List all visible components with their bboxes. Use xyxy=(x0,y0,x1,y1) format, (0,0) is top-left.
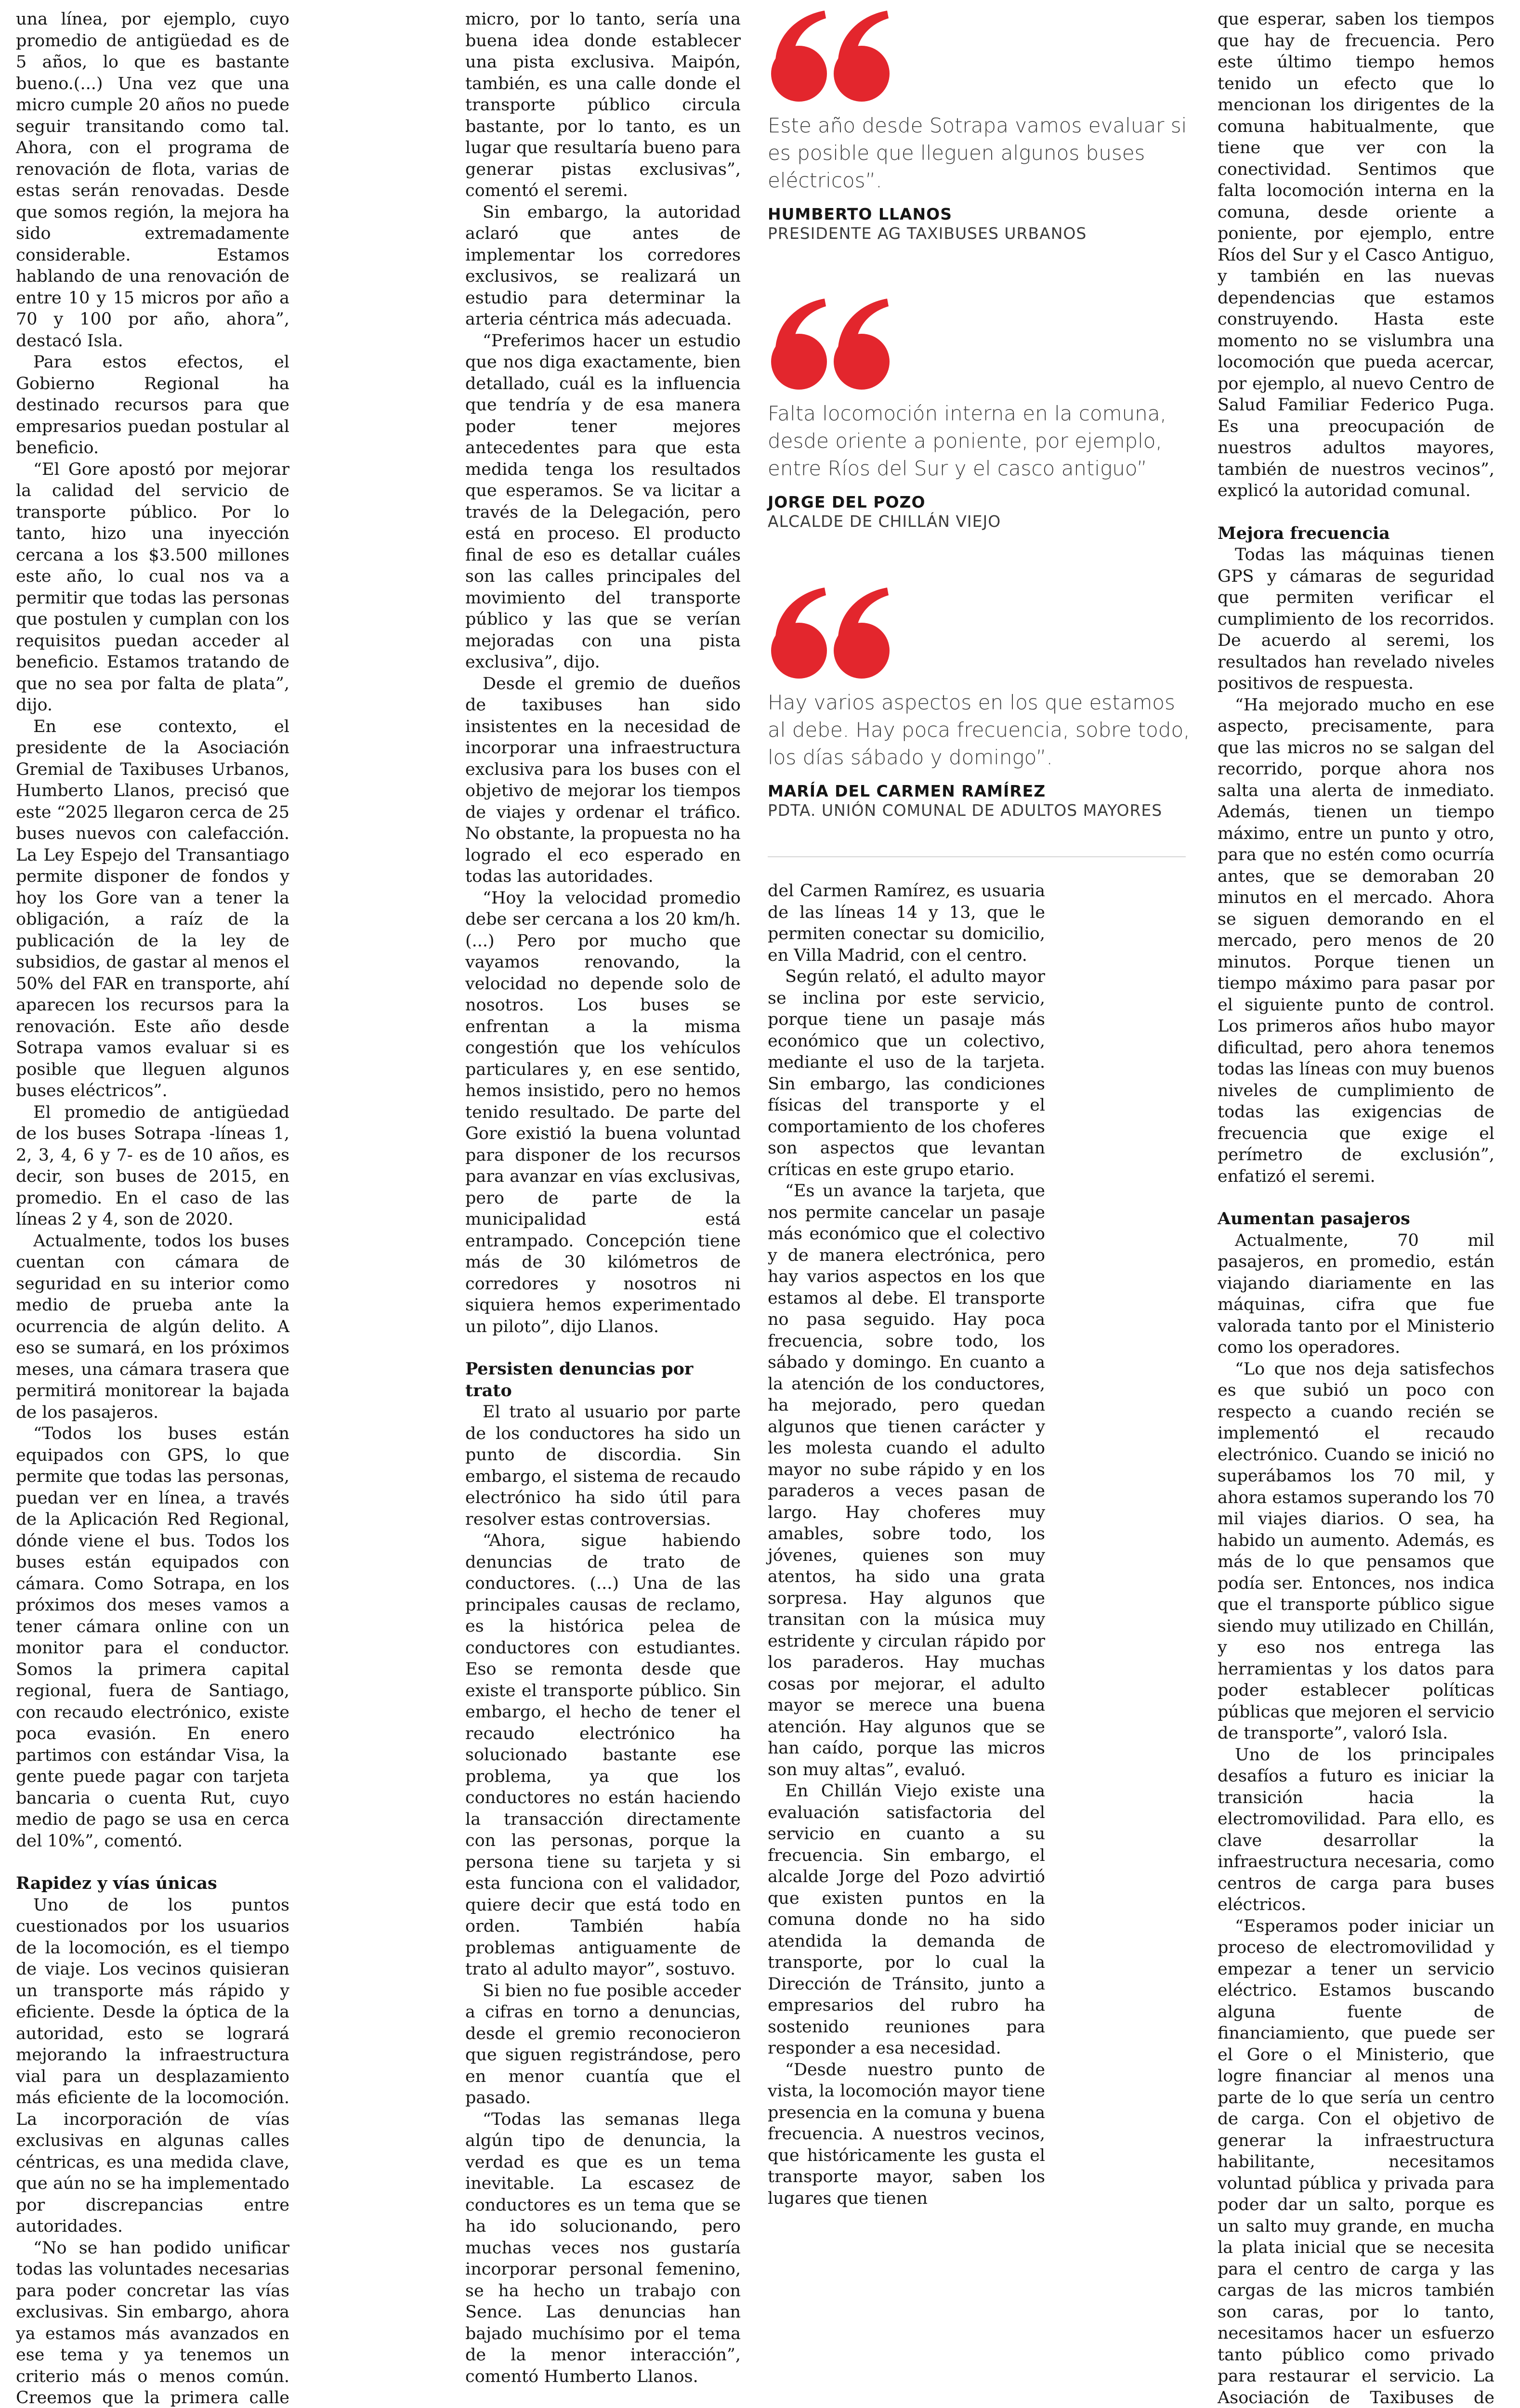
paragraph: “Esperamos poder iniciar un proceso de electromovilidad y empezar a tener un servicio eléctrico. Estamos buscando alguna fuente de financiamiento, que puede ser el Gore o el Ministerio, que logre financiar al menos una parte de lo que sería un centro de carga. Con el objetivo de generar la infraestructura habilitante, necesitamos voluntad pública y privada para poder dar un salto, porque es un salto muy grande, en mucha la plata inicial que se necesita para el centro de carga y las cargas de las micros también son caras, por lo tanto, necesitamos hacer un esfuerzo tanto público como privado para restaurar el servicio. La Asociación de Taxibuses de xyxy=(1218,1916,1494,2408)
paragraph: “Es un avance la tarjeta, que nos permite cancelar un pasaje más económico que el colectivo y de manera electrónica, pero hay varios aspectos en los que estamos al debe. El transporte no pasa seguido. Hay poca frecuencia, sobre todo, los sábado y domingo. En cuanto a la atención de los conductores, ha mejorado, pero quedan algunos que tienen carácter y les molesta cuando el adulto mayor no sube rápido y en los paraderos a veces pasan de largo. Hay choferes muy amables, sobre todo, los jóvenes, quienes son muy atentos, ha sido una grata sorpresa. Hay algunos que transitan con la música muy estridente y circulan rápido por los paraderos. Hay muchas cosas por mejorar, el adulto mayor se merece una buena atención. Hay algunos que se han caído, porque las micros son muy altas”, evaluó. xyxy=(768,1180,1045,1780)
paragraph: “Preferimos hacer un estudio que nos diga exactamente, bien detallado, cuál es la influencia que tendría y de esa manera poder tener mejores antecedentes para que esta medida tenga los resultados que esperamos. Se va licitar a través de la Delegación, pero está en proceso. El producto final de eso es detallar cuáles son las calles principales del movimiento del transporte público y las que se verían mejoradas con una pista exclusiva”, dijo. xyxy=(465,330,741,673)
paragraph: del Carmen Ramírez, es usuaria de las líneas 14 y 13, que le permiten conectar su domicilio, en Villa Madrid, con el centro. xyxy=(768,880,1045,966)
quote-author-role: ALCALDE DE CHILLÁN VIEJO xyxy=(768,512,1192,531)
paragraph: Desde el gremio de dueños de taxibuses han sido insistentes en la necesidad de incorporar una infraestructura exclusiva para los buses con el objetivo de mejorar los tiempos de viajes y ordenar el tráfico. No obstante, la propuesta no ha logrado el eco esperado en todas las autoridades. xyxy=(465,673,741,888)
paragraph: Uno de los principales desafíos a futuro es iniciar la transición hacia la electromovilidad. Para ello, es clave desarrollar la infraestructura necesaria, como centros de carga para buses eléctricos. xyxy=(1218,1744,1494,1916)
paragraph: Para estos efectos, el Gobierno Regional ha destinado recursos para que empresarios puedan postular al beneficio. xyxy=(16,352,289,459)
quote-author-role: PRESIDENTE AG TAXIBUSES URBANOS xyxy=(768,224,1192,243)
paragraph: “Ahora, sigue habiendo denuncias de trato de conductores. (...) Una de las principales causas de reclamo, es la histórica pelea de conductores con estudiantes. Eso se remonta desde que existe el transporte público. Sin embargo, el hecho de tener el recaudo electrónico ha solucionado bastante ese problema, ya que los conductores no están haciendo la transacción directamente con las personas, porque la persona tiene su tarjeta y si esta funciona con el validador, quiere decir que está todo en orden. También había problemas antiguamente de trato al adulto mayor”, sostuvo. xyxy=(465,1530,741,1980)
paragraph: Uno de los puntos cuestionados por los usuarios de la locomoción, es el tiempo de viaje. Los vecinos quisieran un transporte más rápido y eficiente. Desde la óptica de la autoridad, esto se logrará mejorando la infraestructura vial para un desplazamiento más eficiente de la locomoción. La incorporación de vías exclusivas en algunas calles céntricas, es una medida clave, que aún no se ha implementado por discrepancias entre autoridades. xyxy=(16,1895,289,2238)
paragraph: “El Gore apostó por mejorar la calidad del servicio de transporte público. Por lo tanto, hizo una inyección cercana a los $3.500 millones este año, lo cual nos va a permitir que todas las personas que postulen y cumplan con los requisitos puedan acceder al beneficio. Estamos tratando de que no sea por falta de plata”, dijo. xyxy=(16,459,289,716)
paragraph: “Lo que nos deja satisfechos es que subió un poco con respecto a cuando recién se implementó el recaudo electrónico. Cuando se inició no superábamos los 70 mil, y ahora estamos superando los 70 mil viajes diarios. O sea, ha habido un aumento. Además, es más de lo que pensamos que podía ser. Entonces, nos indica que el transporte público sigue siendo muy utilizado en Chillán, y eso nos entrega las herramientas y los datos para poder establecer políticas públicas que mejoren el servicio de transporte”, valoró Isla. xyxy=(1218,1359,1494,1744)
quote-mark-icon xyxy=(768,297,894,393)
pull-quote xyxy=(768,586,1192,820)
paragraph: “Todas las semanas llega algún tipo de denuncia, la verdad es que es un tema inevitable. La escasez de conductores es un tema que se ha ido solucionando, pero muchas veces nos gustaría incorporar personal femenino, se ha hecho un trabajo con Sence. Las denuncias han bajado muchísimo por el tema de la menor interacción”, comentó Humberto Llanos. xyxy=(465,2109,741,2388)
paragraph: una línea, por ejemplo, cuyo promedio de antigüedad es de 5 años, lo que es bastante bueno.(...) Una vez que una micro cumple 20 años no puede seguir transitando como tal. Ahora, con el programa de renovación de flota, varias de estas serán renovadas. Desde que somos región, la mejora ha sido extremadamente considerable. Estamos hablando de una renovación de entre 10 y 15 micros por año a 70 y 100 por año, ahora”, destacó Isla. xyxy=(16,9,289,352)
paragraph: “Todos los buses están equipados con GPS, lo que permite que todas las personas, puedan ver en línea, a través de la Aplicación Red Regional, dónde viene el bus. Todos los buses están equipados con cámara. Como Sotrapa, en los próximos dos meses vamos a tener cámara online con un monitor para el conductor. Somos la primera capital regional, fuera de Santiago, con recaudo electrónico, existe poca evasión. En enero partimos con estándar Visa, la gente puede pagar con tarjeta bancaria o cuenta Rut, cuyo medio de pago se usa en cerca del 10%”, comentó. xyxy=(16,1423,289,1852)
quote-text: Este año desde Sotrapa vamos evaluar si es posible que lleguen algunos buses eléctricos”. xyxy=(768,112,1192,194)
paragraph: El trato al usuario por parte de los conductores ha sido un punto de discordia. Sin embargo, el sistema de recaudo electrónico ha sido útil para resolver estas controversias. xyxy=(465,1401,741,1530)
section-heading: Persisten denuncias por trato xyxy=(465,1359,741,1401)
divider xyxy=(768,856,1186,857)
paragraph: En ese contexto, el presidente de la Asociación Gremial de Taxibuses Urbanos, Humberto Llanos, precisó que este “2025 llegaron cerca de 25 buses nuevos con calefacción. La Ley Espejo del Transantiago permite disponer de fondos y hoy los Gore van a tener la obligación, a raíz de la publicación de la ley de subsidios, de gastar al menos el 50% del FAR en transporte, ahí aparecen los recursos para la renovación. Este año desde Sotrapa vamos evaluar si es posible que lleguen algunos buses eléctricos”. xyxy=(16,716,289,1102)
article-column-3 xyxy=(768,880,1045,2209)
paragraph: micro, por lo tanto, sería una buena idea donde establecer una pista exclusiva. Maipón, también, es una calle donde el transporte público circula bastante, por lo tanto, es un lugar que resultaría bueno para generar pistas exclusivas”, comentó el seremi. xyxy=(465,9,741,202)
paragraph: Actualmente, todos los buses cuentan con cámara de seguridad en su interior como medio de prueba ante la ocurrencia de algún delito. A eso se sumará, en los próximos meses, una cámara trasera que permitirá monitorear la bajada de los pasajeros. xyxy=(16,1230,289,1424)
section-heading: Mejora frecuencia xyxy=(1218,523,1494,545)
paragraph: En Chillán Viejo existe una evaluación satisfactoria del servicio en cuanto a su frecuencia. Sin embargo, el alcalde Jorge del Pozo advirtió que existen puntos en la comuna donde no ha sido atendida la demanda de transporte, por lo cual la Dirección de Tránsito, junto a empresarios del rubro ha sostenido reuniones para responder a esa necesidad. xyxy=(768,1780,1045,2059)
section-heading: Rapidez y vías únicas xyxy=(16,1873,289,1895)
paragraph: Según relató, el adulto mayor se inclina por este servicio, porque tiene un pasaje más económico que un colectivo, mediante el uso de la tarjeta. Sin embargo, las condiciones físicas del transporte y el comportamiento de los choferes son aspectos que levantan críticas en este grupo etario. xyxy=(768,966,1045,1180)
paragraph: “No se han podido unificar todas las voluntades necesarias para poder concretar las vías exclusivas. Sin embargo, ahora ya estamos más avanzados en ese tema y ya tenemos un criterio más o menos común. Creemos que la primera calle xyxy=(16,2238,289,2408)
quote-author: HUMBERTO LLANOS xyxy=(768,205,1192,224)
article-column-1 xyxy=(16,9,289,2408)
quote-mark-icon xyxy=(768,586,894,682)
paragraph: Todas las máquinas tienen GPS y cámaras de seguridad que permiten verificar el cumplimiento de los recorridos. De acuerdo al seremi, los resultados han revelado niveles positivos de respuesta. xyxy=(1218,544,1494,694)
pull-quote xyxy=(768,297,1192,531)
paragraph: “Ha mejorado mucho en ese aspecto, precisamente, para que las micros no se salgan del recorrido, porque ahora nos salta una alerta de inmediato. Además, tienen un tiempo máximo, entre un punto y otro, para que no estén como ocurría antes, que se demoraban 20 minutos en el mercado. Ahora se siguen demorando en el mercado, pero menos de 20 minutos. Porque tienen un tiempo máximo para pasar por el siguiente punto de control. Los primeros años hubo mayor dificultad, pero ahora tenemos todas las líneas con muy buenos niveles de cumplimiento de todas las exigencias de frecuencia que exige el perímetro de exclusión”, enfatizó el seremi. xyxy=(1218,694,1494,1188)
paragraph: Sin embargo, la autoridad aclaró que antes de implementar los corredores exclusivos, se realizará un estudio para determinar la arteria céntrica más adecuada. xyxy=(465,202,741,330)
paragraph: que esperar, saben los tiempos que hay de frecuencia. Pero este último tiempo hemos tenido un efecto que lo mencionan los dirigentes de la comuna habitualmente, que tiene que ver con la conectividad. Sentimos que falta locomoción interna en la comuna, desde oriente a poniente, por ejemplo, entre Ríos del Sur y el Casco Antiguo, y también en las nuevas dependencias que estamos construyendo. Hasta este momento no se vislumbra una locomoción que pueda acercar, por ejemplo, al nuevo Centro de Salud Familiar Federico Puga. Es una preocupación de nuestros adultos mayores, también de nuestros vecinos”, explicó la autoridad comunal. xyxy=(1218,9,1494,502)
quote-author: MARÍA DEL CARMEN RAMÍREZ xyxy=(768,782,1192,801)
paragraph: Si bien no fue posible acceder a cifras en torno a denuncias, desde el gremio reconocieron que siguen registrándose, pero en menor cuantía que el pasado. xyxy=(465,1980,741,2109)
section-heading: Aumentan pasajeros xyxy=(1218,1208,1494,1230)
quote-mark-icon xyxy=(768,9,894,105)
paragraph: Actualmente, 70 mil pasajeros, en promedio, están viajando diariamente en las máquinas, cifra que fue valorada tanto por el Ministerio como los operadores. xyxy=(1218,1230,1494,1359)
article-column-4 xyxy=(1218,9,1494,2408)
quote-text: Falta locomoción interna en la comuna, desde oriente a poniente, por ejemplo, entre Ríos del Sur y el casco antiguo” xyxy=(768,400,1192,482)
quote-text: Hay varios aspectos en los que estamos al debe. Hay poca frecuencia, sobre todo, los días sábado y domingo”. xyxy=(768,689,1192,771)
quote-author-role: PDTA. UNIÓN COMUNAL DE ADULTOS MAYORES xyxy=(768,801,1192,820)
pull-quote xyxy=(768,9,1192,243)
quote-author: JORGE DEL POZO xyxy=(768,493,1192,512)
paragraph: “Hoy la velocidad promedio debe ser cercana a los 20 km/h. (...) Pero por mucho que vayamos renovando, la velocidad no depende solo de nosotros. Los buses se enfrentan a la misma congestión que los vehículos particulares y, en ese sentido, hemos insistido, pero no hemos tenido resultado. De parte del Gore existió la buena voluntad para disponer de los recursos para avanzar en vías exclusivas, pero de parte de la municipalidad está entrampado. Concepción tiene más de 30 kilómetros de corredores y nosotros ni siquiera hemos experimentado un piloto”, dijo Llanos. xyxy=(465,888,741,1338)
paragraph: “Desde nuestro punto de vista, la locomoción mayor tiene presencia en la comuna y buena frecuencia. A nuestros vecinos, que históricamente les gusta el transporte mayor, saben los lugares que tienen xyxy=(768,2059,1045,2210)
paragraph: El promedio de antigüedad de los buses Sotrapa -líneas 1, 2, 3, 4, 6 y 7- es de 10 años, es decir, son buses de 2015, en promedio. En el caso de las líneas 2 y 4, son de 2020. xyxy=(16,1102,289,1230)
article-column-2 xyxy=(465,9,741,2408)
